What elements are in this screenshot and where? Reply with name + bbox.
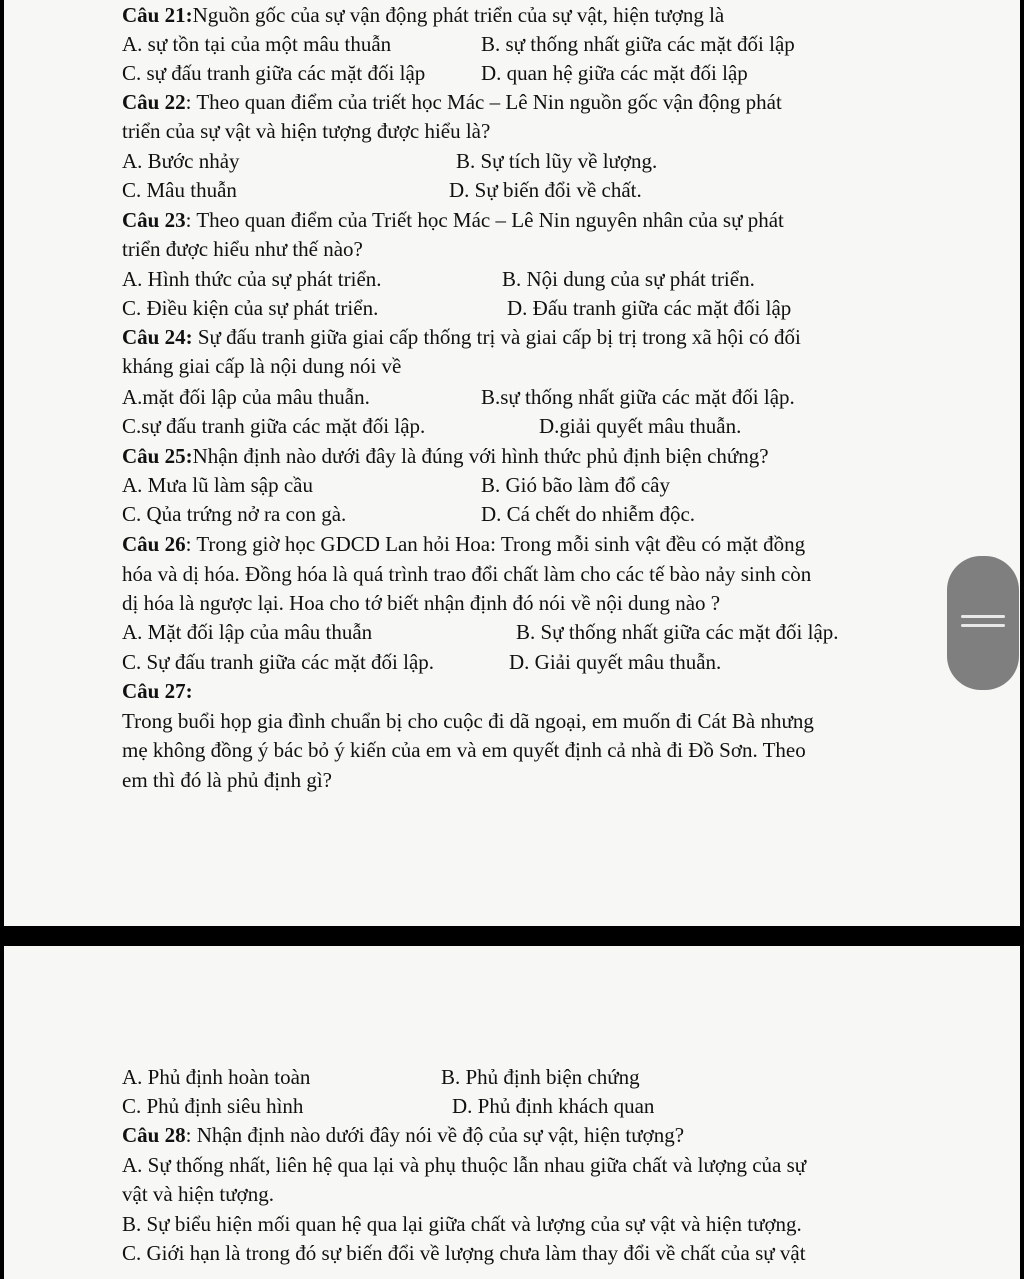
q25-option-a: A. Mưa lũ làm sập cầu xyxy=(122,473,313,497)
question-21: Câu 21:Nguồn gốc của sự vận động phát triển của sự vật, hiện tượng là xyxy=(122,3,725,27)
q25-option-c: C. Qủa trứng nở ra con gà. xyxy=(122,502,347,526)
q23-option-b: B. Nội dung của sự phát triển. xyxy=(502,267,755,291)
question-26: Câu 26: Trong giờ học GDCD Lan hỏi Hoa: Trong mỗi sinh vật đều có mặt đồng xyxy=(122,532,806,556)
q27-option-a: A. Phủ định hoàn toàn xyxy=(122,1065,311,1089)
question-22-cont: triển của sự vật và hiện tượng được hiểu là? xyxy=(122,119,491,143)
question-23: Câu 23: Theo quan điểm của Triết học Mác – Lê Nin nguyên nhân của sự phát xyxy=(122,208,784,232)
question-27-label: Câu 27: xyxy=(122,679,193,703)
q25-option-d: D. Cá chết do nhiễm độc. xyxy=(481,502,696,526)
question-28: Câu 28: Nhận định nào dưới đây nói về độ của sự vật, hiện tượng? xyxy=(122,1123,685,1147)
q22-option-d: D. Sự biến đổi về chất. xyxy=(449,178,642,202)
q27-option-c: C. Phủ định siêu hình xyxy=(122,1094,304,1118)
q22-option-b: B. Sự tích lũy về lượng. xyxy=(456,149,658,173)
q26-option-a: A. Mặt đối lập của mâu thuẫn xyxy=(122,620,373,644)
question-27-line-2: mẹ không đồng ý bác bỏ ý kiến của em và em quyết định cả nhà đi Đồ Sơn. Theo xyxy=(122,738,806,762)
q22-option-c: C. Mâu thuẫn xyxy=(122,178,237,202)
q21-option-a: A. sự tồn tại của một mâu thuẫn xyxy=(122,32,392,56)
q23-option-a: A. Hình thức của sự phát triển. xyxy=(122,267,382,291)
q28-option-c: C. Giới hạn là trong đó sự biến đổi về lượng chưa làm thay đổi về chất của sự vật xyxy=(122,1241,806,1265)
document-page-2 xyxy=(4,946,1020,1279)
q27-option-b: B. Phủ định biện chứng xyxy=(441,1065,640,1089)
q21-option-d: D. quan hệ giữa các mặt đối lập xyxy=(481,61,748,85)
q24-option-a: A.mặt đối lập của mâu thuẫn. xyxy=(122,385,370,409)
document-page-1 xyxy=(4,0,1020,926)
q27-option-d: D. Phủ định khách quan xyxy=(452,1094,655,1118)
scroll-handle[interactable] xyxy=(947,556,1019,690)
q21-option-c: C. sự đấu tranh giữa các mặt đối lập xyxy=(122,61,426,85)
question-26-cont-1: hóa và dị hóa. Đồng hóa là quá trình trao đổi chất làm cho các tế bào nảy sinh còn xyxy=(122,562,812,586)
q25-option-b: B. Gió bão làm đổ cây xyxy=(481,473,670,497)
q21-option-b: B. sự thống nhất giữa các mặt đối lập xyxy=(481,32,795,56)
q23-option-d: D. Đấu tranh giữa các mặt đối lập xyxy=(507,296,792,320)
q26-option-b: B. Sự thống nhất giữa các mặt đối lập. xyxy=(516,620,839,644)
q28-option-a: A. Sự thống nhất, liên hệ qua lại và phụ thuộc lẫn nhau giữa chất và lượng của sự xyxy=(122,1153,807,1177)
q23-option-c: C. Điều kiện của sự phát triển. xyxy=(122,296,379,320)
question-24-cont: kháng giai cấp là nội dung nói về xyxy=(122,354,402,378)
q24-option-d: D.giải quyết mâu thuẫn. xyxy=(539,414,742,438)
q26-option-d: D. Giải quyết mâu thuẫn. xyxy=(509,650,722,674)
question-23-cont: triển được hiểu như thế nào? xyxy=(122,237,363,261)
grip-line-icon xyxy=(961,615,1005,618)
question-24: Câu 24: Sự đấu tranh giữa giai cấp thống trị và giai cấp bị trị trong xã hội có đối xyxy=(122,325,801,349)
q24-option-c: C.sự đấu tranh giữa các mặt đối lập. xyxy=(122,414,426,438)
q22-option-a: A. Bước nhảy xyxy=(122,149,240,173)
question-26-cont-2: dị hóa là ngược lại. Hoa cho tớ biết nhận định đó nói về nội dung nào ? xyxy=(122,591,721,615)
question-27-line-3: em thì đó là phủ định gì? xyxy=(122,768,332,792)
q26-option-c: C. Sự đấu tranh giữa các mặt đối lập. xyxy=(122,650,435,674)
question-25: Câu 25:Nhận định nào dưới đây là đúng với hình thức phủ định biện chứng? xyxy=(122,444,769,468)
q28-option-a-cont: vật và hiện tượng. xyxy=(122,1182,274,1206)
grip-line-icon xyxy=(961,624,1005,627)
question-27-line-1: Trong buổi họp gia đình chuẩn bị cho cuộc đi dã ngoại, em muốn đi Cát Bà nhưng xyxy=(122,709,814,733)
q24-option-b: B.sự thống nhất giữa các mặt đối lập. xyxy=(481,385,795,409)
question-22: Câu 22: Theo quan điểm của triết học Mác – Lê Nin nguồn gốc vận động phát xyxy=(122,90,782,114)
q28-option-b: B. Sự biểu hiện mối quan hệ qua lại giữa chất và lượng của sự vật và hiện tượng. xyxy=(122,1212,802,1236)
